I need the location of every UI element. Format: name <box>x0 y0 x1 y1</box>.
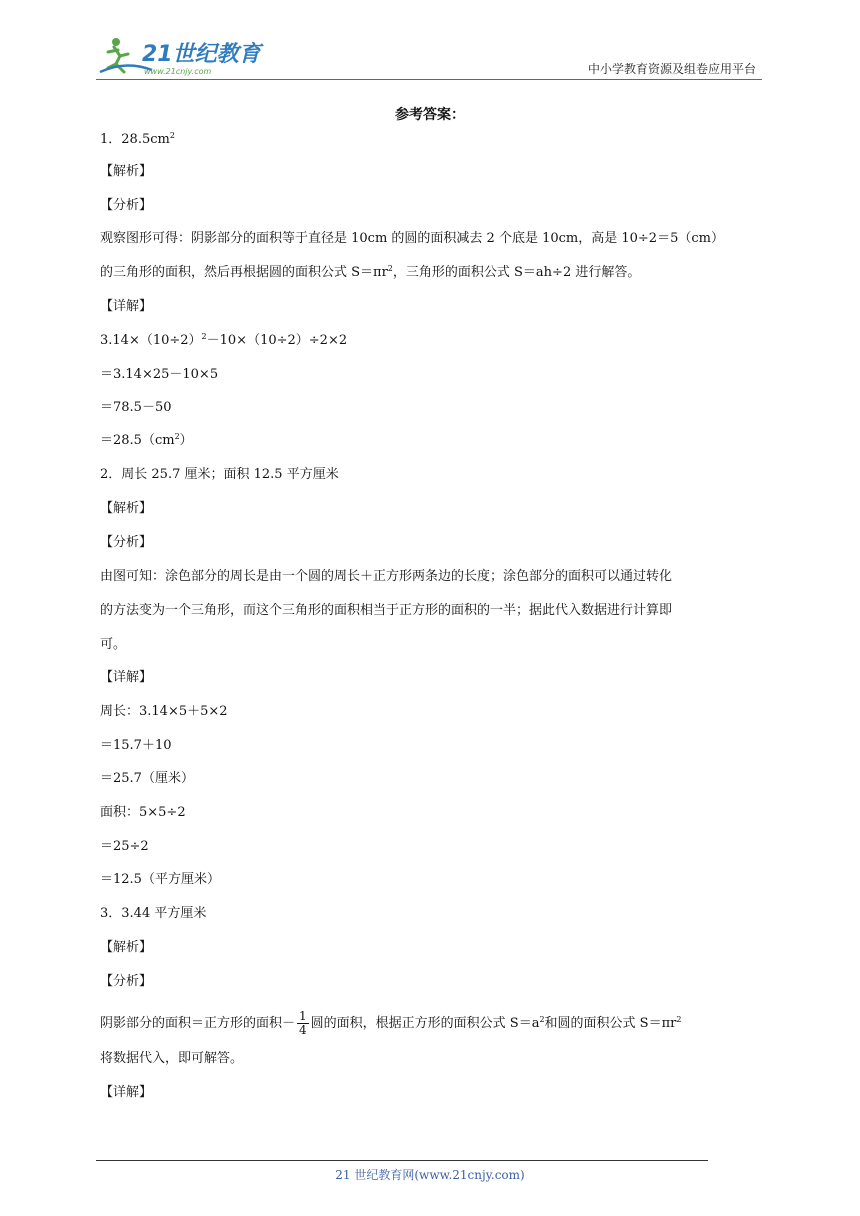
q2-calc-line: ＝15.7＋10 <box>100 738 172 753</box>
q1-analysis-line: 的三角形的面积，然后再根据圆的面积公式 $S=\pi r^2$，三角形的面积公式 S＝ah÷2 进行解答。 <box>100 264 641 280</box>
q1-jiexi-label: 【解析】 <box>100 164 153 179</box>
q2-answer: 2．周长 25.7 厘米；面积 12.5 平方厘米 <box>100 467 339 482</box>
q3-fenxi-label: 【分析】 <box>100 974 153 989</box>
q2-calc-line: ＝25÷2 <box>100 839 149 854</box>
q1-fenxi-label: 【分析】 <box>100 198 153 213</box>
q3-jiexi-label: 【解析】 <box>100 940 153 955</box>
q1-analysis-line: 观察图形可得：阴影部分的面积等于直径是 10cm 的圆的面积减去 2 个底是 10cm，高是 10÷2＝5（cm） <box>100 231 724 246</box>
footer-link[interactable]: 21 世纪教育网(www.21cnjy.com) <box>335 1168 525 1182</box>
q2-fenxi-label: 【分析】 <box>100 535 153 550</box>
platform-name: 中小学教育资源及组卷应用平台 <box>587 62 756 76</box>
q1-calc-line: $3.14\times(10\div 2)^2-10\times(10\div 2)\div 2\times 2$ <box>100 332 348 348</box>
q2-analysis-line: 的方法变为一个三角形，而这个三角形的面积相当于正方形的面积的一半；据此代入数据进行计算即 <box>100 603 673 618</box>
q2-analysis-line: 可。 <box>100 637 127 652</box>
page-header <box>96 30 762 78</box>
q3-answer: 3．3.44 平方厘米 <box>100 906 207 921</box>
q1-answer: 1．$28.5cm^2$ <box>100 131 175 147</box>
q1-xiangjie-label: 【详解】 <box>100 299 153 314</box>
q2-xiangjie-label: 【详解】 <box>100 670 153 685</box>
q3-analysis-line: 将数据代入，即可解答。 <box>100 1051 244 1066</box>
q1-calc-line: $=28.5(cm^2)$ <box>100 432 193 448</box>
q2-calc-line: ＝12.5（平方厘米） <box>100 872 220 887</box>
logo-text: 21世纪教育 <box>142 42 261 67</box>
q1-calc-line: ＝78.5－50 <box>100 400 172 415</box>
q3-xiangjie-label: 【详解】 <box>100 1085 153 1100</box>
q2-calc-line: 周长：3.14×5＋5×2 <box>100 704 228 719</box>
q2-calc-line: 面积：5×5÷2 <box>100 805 186 820</box>
fraction-one-quarter: $\frac{1}{4}$ <box>299 1009 307 1037</box>
q2-analysis-line: 由图可知：涂色部分的周长是由一个圆的周长＋正方形两条边的长度；涂色部分的面积可以通过转化 <box>100 569 673 584</box>
logo <box>96 34 266 78</box>
logo-url: www.21cnjy.com <box>144 67 212 76</box>
q2-calc-line: ＝25.7（厘米） <box>100 771 194 786</box>
q2-jiexi-label: 【解析】 <box>100 501 153 516</box>
q3-analysis-line: 阴影部分的面积＝正方形的面积－ $\frac{1}{4}$ 圆的面积，根据正方形的面积公式 $S=a^2$和圆的面积公式 $S=\pi r^2$ <box>100 1009 682 1037</box>
footer-divider <box>96 1160 708 1161</box>
page-title: 参考答案： <box>395 107 465 123</box>
header-divider <box>96 79 762 80</box>
q1-calc-line: ＝3.14×25－10×5 <box>100 367 219 382</box>
